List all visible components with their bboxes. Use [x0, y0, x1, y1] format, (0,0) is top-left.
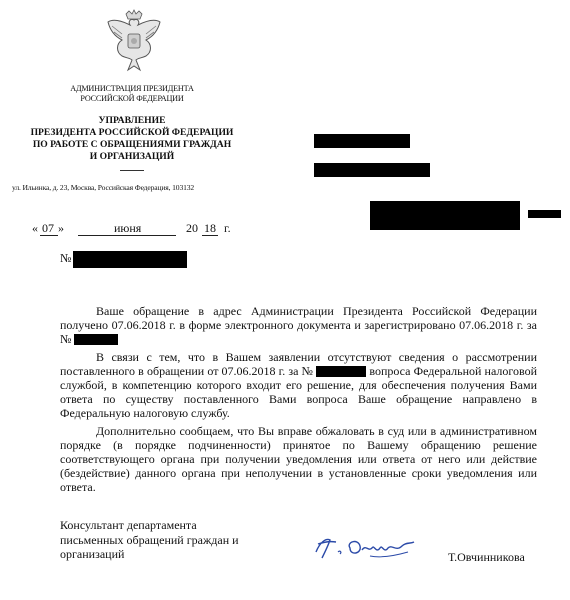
letter-number-redaction [73, 251, 187, 268]
number-label: № [60, 251, 72, 265]
date-year-mark: г. [224, 221, 231, 235]
appeal-number-redaction [316, 366, 366, 377]
date-year-suffix: 18 [204, 221, 216, 235]
signer-name: Т.Овчинникова [448, 550, 525, 564]
coat-of-arms-emblem-icon [104, 8, 164, 76]
signer-title-line-2: письменных обращений граждан и [60, 532, 239, 547]
department-header [12, 115, 252, 163]
date-open-quote: « [32, 221, 38, 235]
recipient-redaction-2 [314, 163, 430, 177]
body-paragraph-2-text-after: вопроса Федеральной налоговой службой, в компетенцию которого входит его решение, для обеспечения получения Вами ответа по существу поставленного Вами вопроса Ваше обращение направлено в Федеральную налоговую службу. [60, 363, 538, 421]
administration-line-2: РОССИЙСКОЙ ФЕДЕРАЦИИ [80, 94, 184, 103]
registration-number-redaction [74, 334, 118, 345]
date-day: 07 [42, 221, 54, 235]
letter-body [60, 304, 537, 498]
signer-title-line-1: Консультант департамента [60, 518, 197, 532]
body-paragraph-3: Дополнительно сообщаем, что Вы вправе обжаловать в суд или в административном порядке (в порядке подчиненности) принятое по Вашему обращению решение соответствующего органа при получении уведомления или ответа от него или действие (бездействие) данного органа при неполучении в установленные сроки уведомления или ответа. [60, 423, 537, 495]
recipient-redaction-1 [314, 134, 410, 148]
signer-title-line-3: организаций [60, 547, 125, 561]
date-year-prefix: 20 [186, 221, 198, 235]
recipient-redaction-3 [370, 201, 520, 230]
body-paragraph-1-text: Ваше обращение в адрес Администрации Президента Российской Федерации получено 07.06.2018 г. в форме электронного документа и зарегистрировано 07.06.2018 г. за № [60, 304, 537, 347]
signer-title [60, 518, 280, 562]
letter-date [30, 221, 250, 237]
date-day-underline [40, 235, 58, 236]
department-line-2: ПРЕЗИДЕНТА РОССИЙСКОЙ ФЕДЕРАЦИИ [30, 127, 234, 138]
date-month: июня [114, 221, 142, 235]
date-close-quote: » [58, 221, 64, 235]
body-paragraph-2 [60, 350, 537, 421]
body-paragraph-1 [60, 304, 537, 347]
department-line-4: И ОРГАНИЗАЦИЙ [89, 151, 175, 162]
handwritten-signature-icon [310, 530, 420, 564]
sender-address: ул. Ильинка, д. 23, Москва, Российская Федерация, 103132 [12, 183, 195, 192]
date-year-underline [202, 235, 218, 236]
department-line-3: ПО РАБОТЕ С ОБРАЩЕНИЯМИ ГРАЖДАН [32, 139, 232, 150]
department-line-1: УПРАВЛЕНИЕ [98, 115, 166, 126]
body-paragraph-2-text-before: В связи с тем, что в Вашем заявлении отсутствуют сведения о рассмотрении поставленного в обращении от 07.06.2018 г. за № [60, 349, 537, 378]
header-divider [120, 170, 144, 171]
administration-line-1: АДМИНИСТРАЦИЯ ПРЕЗИДЕНТА [70, 84, 194, 93]
administration-header [52, 84, 212, 104]
letter-number [60, 251, 71, 266]
recipient-redaction-4 [528, 210, 561, 218]
